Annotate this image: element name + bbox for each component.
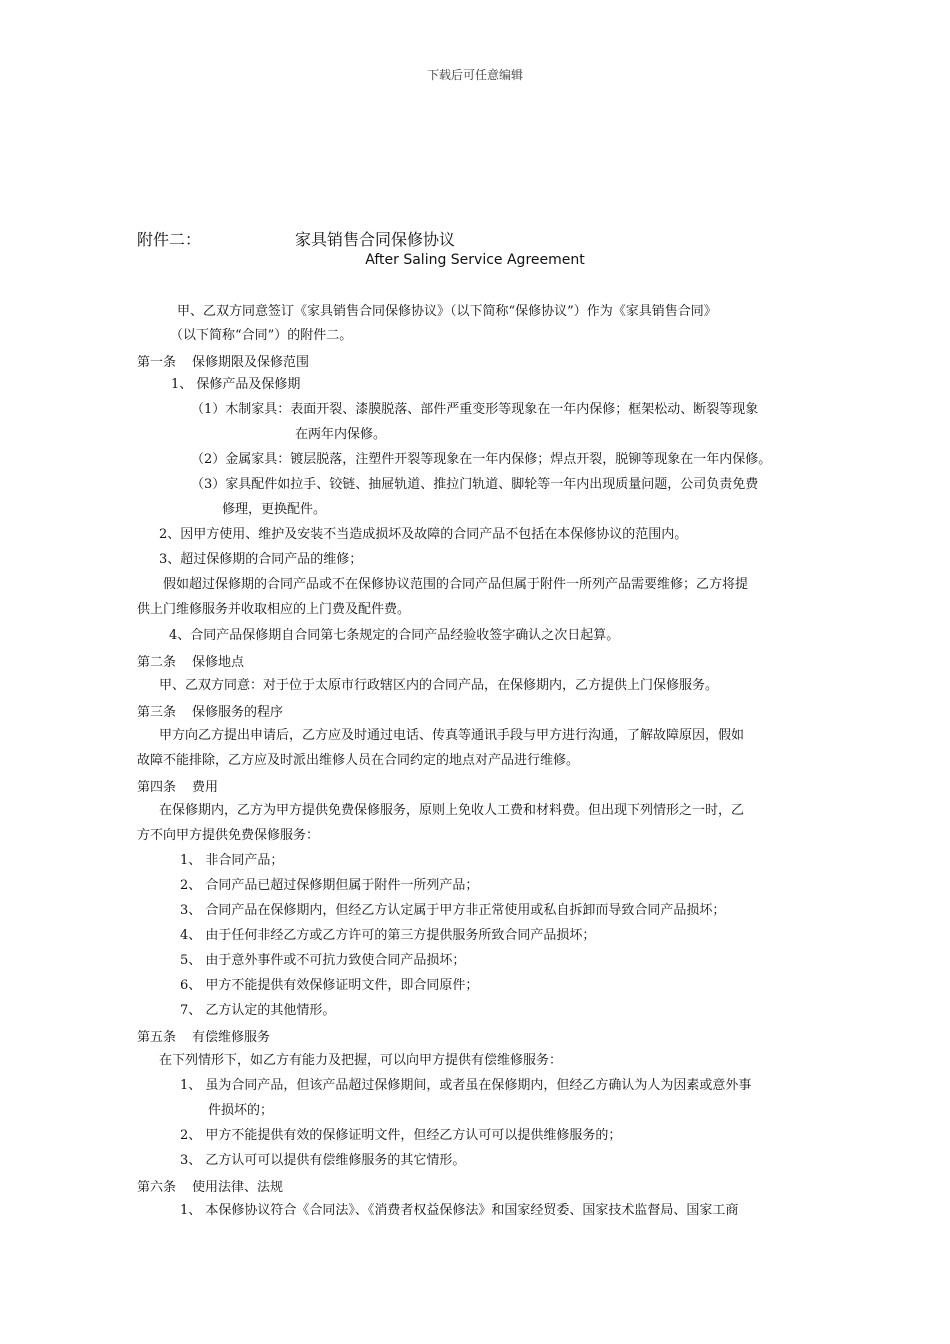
paragraph-line: 供上门维修服务并收取相应的上门费及配件费。	[137, 602, 411, 617]
paragraph-line: 在保修期内，乙方为甲方提供免费保修服务，原则上免收人工费和材料费。但出现下列情形之一时，乙	[159, 803, 745, 818]
paragraph-line: 甲、乙双方同意：对于位于太原市行政辖区内的合同产品，在保修期内，乙方提供上门保修服务。	[159, 678, 719, 693]
list-item: 4、合同产品保修期自合同第七条规定的合同产品经验收签字确认之次日起算。	[169, 628, 620, 643]
list-item: 4、 由于任何非经乙方或乙方许可的第三方提供服务所致合同产品损坏；	[180, 928, 596, 943]
list-item: 1、 非合同产品；	[180, 853, 284, 868]
list-item: （1）木制家具：表面开裂、漆膜脱落、部件严重变形等现象在一年内保修；框架松动、断裂等现象	[191, 402, 759, 417]
title-prefix: 附件二：	[137, 230, 202, 249]
article-3-heading	[137, 701, 283, 720]
list-item: 件损坏的；	[208, 1103, 274, 1118]
list-item: 3、 乙方认可可以提供有偿维修服务的其它情形。	[180, 1153, 466, 1168]
paragraph-line: 在下列情形下，如乙方有能力及把握，可以向甲方提供有偿维修服务：	[159, 1053, 563, 1068]
article-5-heading	[137, 1026, 270, 1045]
list-item: 1、 本保修协议符合《合同法》、《消费者权益保修法》和国家经贸委、国家技术监督局、国家工商	[180, 1203, 739, 1218]
article-title: 保修服务的程序	[192, 705, 284, 720]
article-6-heading	[137, 1176, 283, 1195]
list-item: 修理，更换配件。	[222, 502, 327, 517]
list-item: 2、因甲方使用、维护及安装不当造成损坏及故障的合同产品不包括在本保修协议的范围内。	[159, 527, 688, 542]
list-item: 7、 乙方认定的其他情形。	[180, 1003, 336, 1018]
english-title: After Saling Service Agreement	[365, 252, 585, 268]
list-item: （2）金属家具：镀层脱落，注塑件开裂等现象在一年内保修；焊点开裂，脱铆等现象在一年内保修。	[191, 452, 772, 467]
list-item: （3）家具配件如拉手、铰链、抽屉轨道、推拉门轨道、脚轮等一年内出现质量问题，公司负责免费	[191, 477, 759, 492]
article-2-heading	[137, 651, 244, 670]
list-item: 在两年内保修。	[295, 427, 387, 442]
article-title: 费用	[192, 780, 219, 795]
article-4-heading	[137, 776, 218, 795]
paragraph-line: 故障不能排除，乙方应及时派出维修人员在合同约定的地点对产品进行维修。	[137, 753, 580, 768]
list-item: 5、 由于意外事件或不可抗力致使合同产品损坏；	[180, 953, 466, 968]
intro-line: （以下简称“合同”）的附件二。	[170, 328, 353, 343]
article-number: 第三条	[137, 705, 177, 720]
intro-line: 甲、乙双方同意签订《家具销售合同保修协议》（以下简称“保修协议”）作为《家具销售合同》	[177, 304, 717, 319]
article-number: 第六条	[137, 1180, 177, 1195]
article-title: 保修期限及保修范围	[192, 355, 310, 370]
article-1-heading	[137, 351, 309, 370]
paragraph-line: 甲方向乙方提出申请后，乙方应及时通过电话、传真等通讯手段与甲方进行沟通，了解故障原因，假如	[159, 728, 745, 743]
list-item: 1、 保修产品及保修期	[171, 377, 301, 392]
list-item: 3、超过保修期的合同产品的维修；	[159, 552, 363, 567]
article-title: 有偿维修服务	[192, 1030, 271, 1045]
list-item: 3、 合同产品在保修期内，但经乙方认定属于甲方非正常使用或私自拆卸而导致合同产品损坏；	[180, 903, 726, 918]
list-item: 2、 甲方不能提供有效的保修证明文件，但经乙方认可可以提供维修服务的；	[180, 1128, 622, 1143]
paragraph-line: 方不向甲方提供免费保修服务：	[137, 828, 320, 843]
article-number: 第一条	[137, 355, 177, 370]
article-title: 使用法律、法规	[192, 1180, 284, 1195]
paragraph-line: 假如超过保修期的合同产品或不在保修协议范围的合同产品但属于附件一所列产品需要维修；乙方将提	[163, 577, 749, 592]
document-title: 家具销售合同保修协议	[295, 230, 456, 249]
article-title: 保修地点	[192, 655, 245, 670]
article-number: 第二条	[137, 655, 177, 670]
page-header: 下载后可任意编辑	[426, 68, 523, 82]
list-item: 2、 合同产品已超过保修期但属于附件一所列产品；	[180, 878, 479, 893]
list-item: 1、 虽为合同产品，但该产品超过保修期间，或者虽在保修期内，但经乙方确认为人为因素或意外事	[180, 1078, 752, 1093]
article-number: 第五条	[137, 1030, 177, 1045]
list-item: 6、 甲方不能提供有效保修证明文件，即合同原件；	[180, 978, 479, 993]
article-number: 第四条	[137, 780, 177, 795]
